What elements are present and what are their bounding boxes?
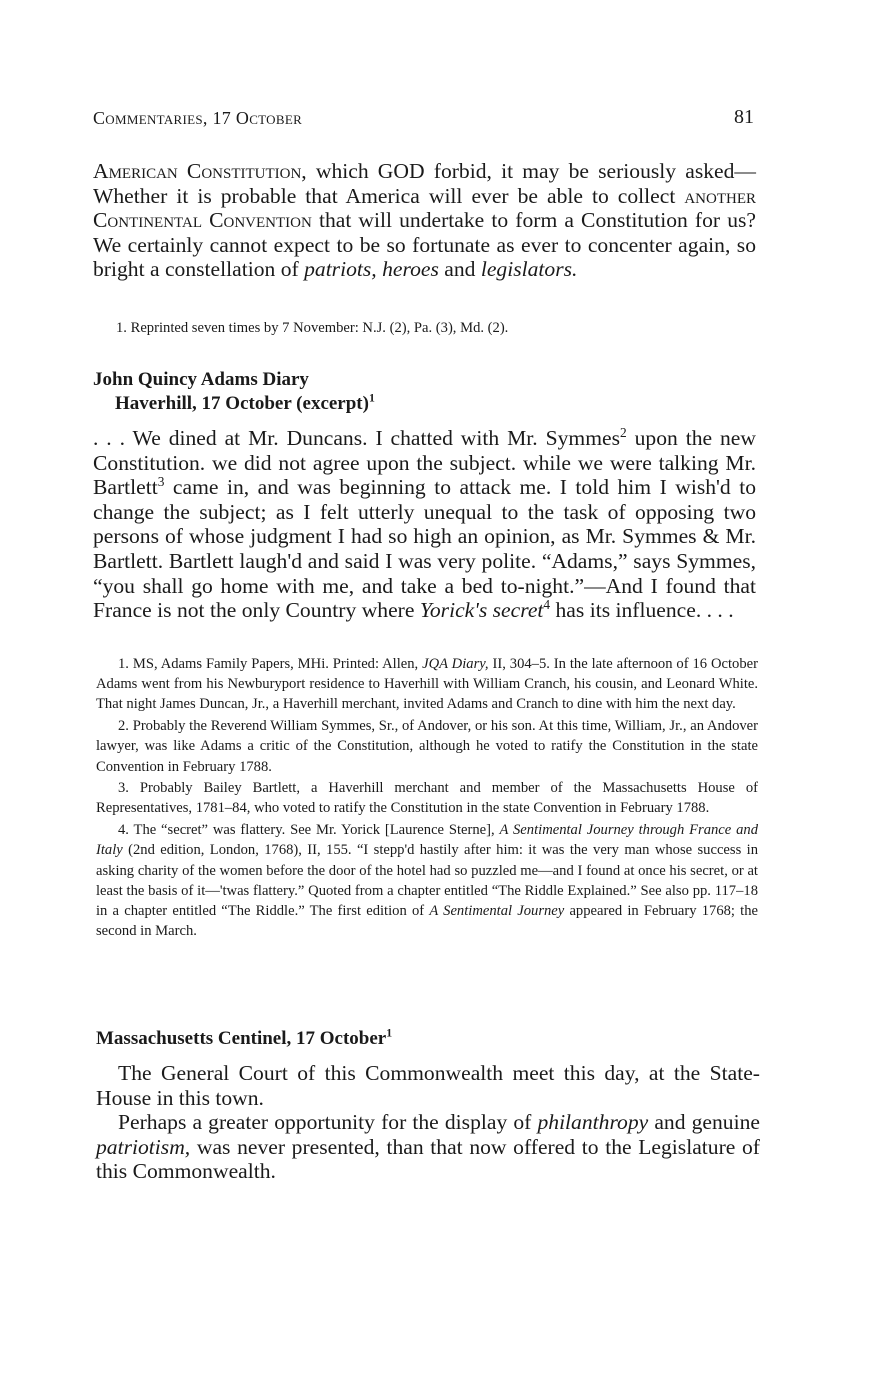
footnote-4 [96,820,758,941]
jqa-footnotes [96,654,758,943]
text-run: upon the new Constitution. we did not agree upon the subject. while we were talking Mr. Bartlett [93,426,756,500]
text-italic: patriots, heroes [304,257,439,282]
massachusetts-centinel-text [96,1061,760,1184]
text-run: appeared in February 1768; the second in March. [96,902,758,940]
paragraph: The General Court of this Commonwealth meet this day, at the State-House in this town. [96,1061,760,1110]
text-italic: JQA Diary, [422,656,489,672]
footnote-ref: 1 [368,391,375,405]
text-run: was never presented, than that now offered to the Legislature of this Commonwealth. [96,1134,760,1184]
text-run: came in, and was beginning to attack me. I told him I wish'd to change the subject; as I felt utterly unequal to the task of opposing two persons of whose judgment I had so high an opinion, as Mr. Symmes & Mr. Bartlett. Bartlett laugh'd and said I was very polite. “Adams,” says Symmes, “you shall go home with me, and take a bed to-night.”—And I found that France is not the only Country where [93,475,756,623]
text-run: II, 304–5. In the late afternoon of 16 October Adams went from his Newburyport residence to Haverhill with William Cranch, his cousin, and Leonard White. That night James Duncan, Jr., a Haverhill merchant, invited Adams and Cranch to dine with him the next day. [96,656,758,713]
heading-text: Massachusetts Centinel, 17 October [96,1028,387,1049]
reprint-footnote: 1. Reprinted seven times by 7 November: N.J. (2), Pa. (3), Md. (2). [116,320,509,336]
text-run: (2nd edition, London, 1768), II, 155. “I stepp'd hastily after him: it was the very man whose success in asking charity of the women before the door of the hotel had so puzzled me—and I found at once his secret, or at least the basis of it—'twas flattery.” Quoted from a chapter entitled “The Riddle Explained.” See also pp. 117–18 in a chapter entitled “The Riddle.” The first edition of [96,842,758,919]
text-run: has its influence. . . . [550,598,734,623]
page-number: 81 [734,106,754,128]
footnote-ref: 2 [620,424,627,440]
text-run: and [438,257,481,282]
text-run: Perhaps a greater opportunity for the display of [118,1110,538,1135]
footnote-3: 3. Probably Bailey Bartlett, a Haverhill merchant and member of the Massachusetts House of Representatives, 1781–84, who voted to ratify the Constitution in the state Convention in February 1788. [96,780,758,817]
text-italic: Yorick's secret [419,598,544,623]
text-italic: legislators. [480,257,578,282]
jqa-diary-paragraph [93,426,756,623]
text-italic: A Sentimental Journey through France and Italy [96,822,758,859]
footnote-ref: 1 [386,1026,393,1040]
footnote-ref: 4 [543,596,551,612]
text-run: 1. MS, Adams Family Papers, MHi. Printed: Allen, [118,656,423,672]
massachusetts-centinel-heading [96,1027,696,1051]
heading-line-1: John Quincy Adams Diary [93,369,309,390]
american-constitution-paragraph [93,159,756,282]
running-head-title: Commentaries, 17 October [93,108,303,128]
footnote-2: 2. Probably the Reverend William Symmes, Sr., of Andover, or his son. At this time, William, Jr., an Andover lawyer, was like Adams a critic of the Constitution, although he voted to ratify the Constitution in the state Convention in February 1788. [96,718,758,775]
running-head [93,108,757,138]
footnote-1 [96,654,758,715]
text-run: . . . We dined at Mr. Duncans. I chatted with Mr. Symmes [93,426,621,450]
paragraph [96,1110,760,1184]
text-small-caps: American Constitution, [93,159,307,183]
text-italic: philanthropy [537,1110,649,1135]
text-run: that will undertake to form a Constitution for us? We certainly cannot expect to be so fortunate as ever to concenter again, so bright a constellation of [93,208,756,282]
heading-line-2 [93,392,693,416]
jqa-diary-heading [93,368,693,416]
text-small-caps: another Continental Convention [93,183,756,233]
footnote-ref: 3 [157,474,165,489]
text-run: 4. The “secret” was flattery. See Mr. Yorick [Laurence Sterne], [118,822,500,839]
text-run: which GOD forbid, it may be seriously asked—Whether it is probable that America will ever be able to collect [93,159,757,208]
text-italic: A Sentimental Journey [429,902,565,919]
text-run: and genuine [648,1110,760,1135]
text-italic: patriotism, [96,1134,191,1159]
heading-text: Haverhill, 17 October (excerpt) [115,393,369,414]
